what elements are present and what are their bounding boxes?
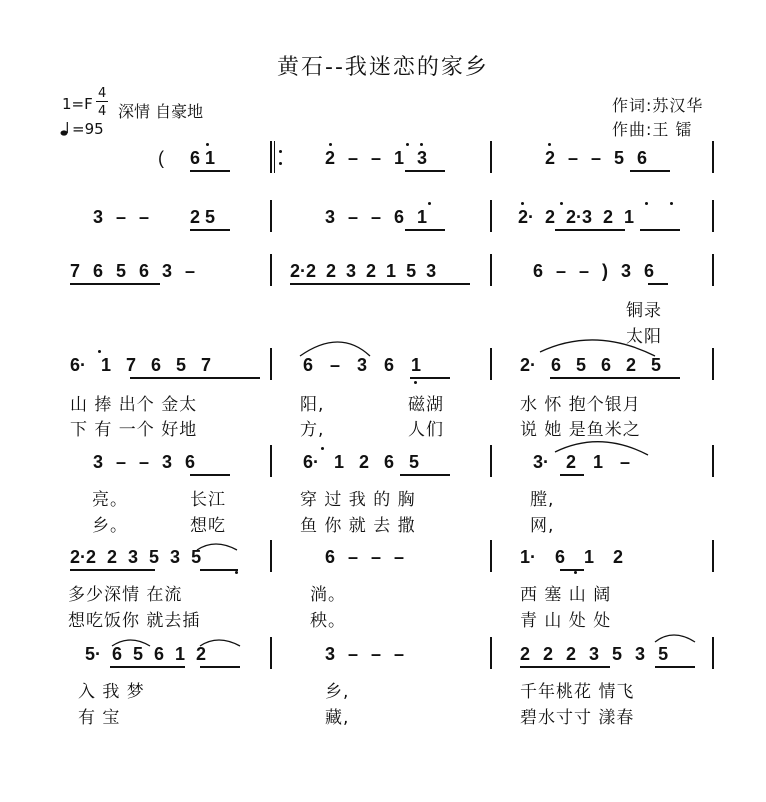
note-group: ( (158, 148, 164, 168)
low-octave-dot (414, 381, 417, 384)
beam-underline (405, 170, 445, 172)
high-octave-dot (560, 202, 563, 205)
lyric-segment: 乡。 (92, 516, 128, 536)
lyric-segment: 想吃饭你 就去插 (68, 611, 201, 631)
barline (490, 445, 492, 477)
note-group: 1· 6 1 2 (520, 547, 624, 567)
note-group: 6 – – – (325, 547, 405, 567)
barline (490, 141, 492, 173)
pickup-lyric (626, 298, 676, 350)
lyric-segment: 想吃 (190, 516, 226, 536)
beam-underline (405, 229, 445, 231)
note-group: 6 1 (190, 148, 216, 168)
barline (490, 254, 492, 286)
lyric-verse-2: 太阳 (626, 327, 662, 347)
barline (712, 200, 714, 232)
barline (270, 200, 272, 232)
high-octave-dot (329, 143, 332, 146)
note-group: 2 2 2 3 5 3 5 (520, 644, 669, 664)
note-group: 6 – – ) 3 6 (533, 261, 655, 281)
quarter-note-icon (60, 121, 72, 137)
barline (712, 141, 714, 173)
time-signature-line (96, 101, 108, 102)
note-group: 5· 6 5 6 1 2 (85, 644, 207, 664)
time-signature-bottom: 4 (98, 104, 107, 119)
lyric-segment: 长江 (190, 490, 226, 510)
beam-underline (560, 474, 584, 476)
beam-underline (200, 569, 238, 571)
barline (712, 637, 714, 669)
beam-underline (400, 474, 450, 476)
note-group: 6· 1 7 6 5 7 (70, 355, 212, 375)
note-group: 2·2 2 3 5 3 5 (70, 547, 202, 567)
lyric-line-verse-1 (70, 395, 197, 415)
slur (300, 342, 370, 356)
beam-underline (190, 474, 230, 476)
lyric-segment: 有 宝 (78, 708, 121, 728)
beam-underline (190, 229, 230, 231)
slur (655, 635, 695, 642)
note-group: 7 6 5 6 3 – (70, 261, 196, 281)
low-octave-dot (235, 571, 238, 574)
lyric-line-verse-2 (70, 420, 197, 440)
beam-underline (520, 666, 610, 668)
barline (270, 254, 272, 286)
repeat-dot (279, 162, 282, 165)
key-signature: 1=F (62, 95, 93, 113)
note-group: 2 – – 5 6 (545, 148, 648, 168)
lyric-segment: 穿 过 我 的 胸 (300, 490, 416, 510)
lyric-segment: 下 有 一个 好地 (70, 420, 198, 440)
lyric-segment: 淌。 (310, 585, 346, 605)
barline (712, 540, 714, 572)
barline (490, 348, 492, 380)
lyric-segment: 多少深情 在流 (68, 585, 183, 605)
barline (712, 445, 714, 477)
note-group: 3 – – 6 1 (325, 207, 428, 227)
lyric-segment: 碧水寸寸 漾春 (520, 708, 635, 728)
note-group: 6· 1 2 6 5 (303, 452, 420, 472)
note-group: 3 – – 3 6 (93, 452, 196, 472)
lyric-segment: 人们 (408, 420, 444, 440)
high-octave-dot (420, 143, 423, 146)
lyric-segment: 网, (530, 516, 555, 536)
lyric-segment: 乡, (325, 682, 350, 702)
barline (490, 200, 492, 232)
barline (490, 540, 492, 572)
beam-underline (200, 666, 240, 668)
high-octave-dot (406, 143, 409, 146)
beam-underline (410, 377, 450, 379)
lyricist-credit: 作词:苏汉华 (612, 96, 704, 115)
note-group: 2·2 2 3 2 1 5 3 (290, 261, 437, 281)
note-group: 2 – – 1 3 (325, 148, 428, 168)
tempo-marking (60, 120, 104, 138)
slur (197, 544, 237, 550)
lyric-segment: 藏, (325, 708, 350, 728)
lyric-segment: 青 山 处 处 (520, 611, 612, 631)
beam-underline (630, 170, 670, 172)
barline (712, 348, 714, 380)
lyric-segment: 鱼 你 就 去 撒 (300, 516, 416, 536)
beam-underline (555, 229, 625, 231)
barline (270, 540, 272, 572)
low-octave-dot (574, 571, 577, 574)
lyric-segment: 千年桃花 情飞 (520, 682, 635, 702)
tempo-value: =95 (72, 120, 104, 138)
note-group: 2· 6 5 6 2 5 (520, 355, 662, 375)
note-group: 2 5 (190, 207, 216, 227)
beam-underline (110, 666, 185, 668)
barline (270, 141, 272, 173)
barline (270, 348, 272, 380)
high-octave-dot (670, 202, 673, 205)
composer-credit: 作曲:王 镭 (612, 120, 693, 139)
beam-underline (648, 283, 668, 285)
lyric-segment: 磁湖 (408, 395, 444, 415)
lyric-segment: 阳, (300, 395, 325, 415)
beam-underline (70, 283, 160, 285)
barline (490, 637, 492, 669)
song-title: 黄石--我迷恋的家乡 (277, 55, 489, 80)
lyric-segment: 山 捧 出个 金太 (70, 395, 198, 415)
beam-underline (130, 377, 260, 379)
lyric-segment: 膛, (530, 490, 555, 510)
expression-marking: 深情 自豪地 (118, 102, 204, 121)
lyric-segment: 水 怀 抱个银月 (520, 395, 641, 415)
beam-underline (190, 170, 230, 172)
beam-underline (70, 569, 155, 571)
high-octave-dot (428, 202, 431, 205)
note-group: 3 – – (93, 207, 150, 227)
high-octave-dot (98, 350, 101, 353)
beam-underline (655, 666, 695, 668)
lyric-verse-1: 铜录 (626, 301, 662, 321)
beam-underline (560, 569, 584, 571)
note-group: 6 – 3 6 1 (303, 355, 422, 375)
lyric-segment: 方, (300, 420, 325, 440)
high-octave-dot (521, 202, 524, 205)
barline (270, 637, 272, 669)
lyric-segment: 亮。 (92, 490, 128, 510)
lyric-segment: 秧。 (310, 611, 346, 631)
barline (274, 141, 275, 173)
time-signature-top: 4 (98, 86, 107, 101)
beam-underline (550, 377, 680, 379)
barline (270, 445, 272, 477)
high-octave-dot (321, 447, 324, 450)
beam-underline (640, 229, 680, 231)
lyric-segment: 入 我 梦 (78, 682, 145, 702)
note-group: 3 – – – (325, 644, 405, 664)
lyric-segment: 说 她 是鱼米之 (520, 420, 641, 440)
high-octave-dot (548, 143, 551, 146)
high-octave-dot (645, 202, 648, 205)
lyric-segment: 西 塞 山 阔 (520, 585, 612, 605)
repeat-dot (279, 150, 282, 153)
note-group: 2· 2 2·3 2 1 (518, 207, 635, 227)
note-group: 3· 2 1 – (533, 452, 631, 472)
barline (712, 254, 714, 286)
beam-underline (290, 283, 470, 285)
high-octave-dot (206, 143, 209, 146)
